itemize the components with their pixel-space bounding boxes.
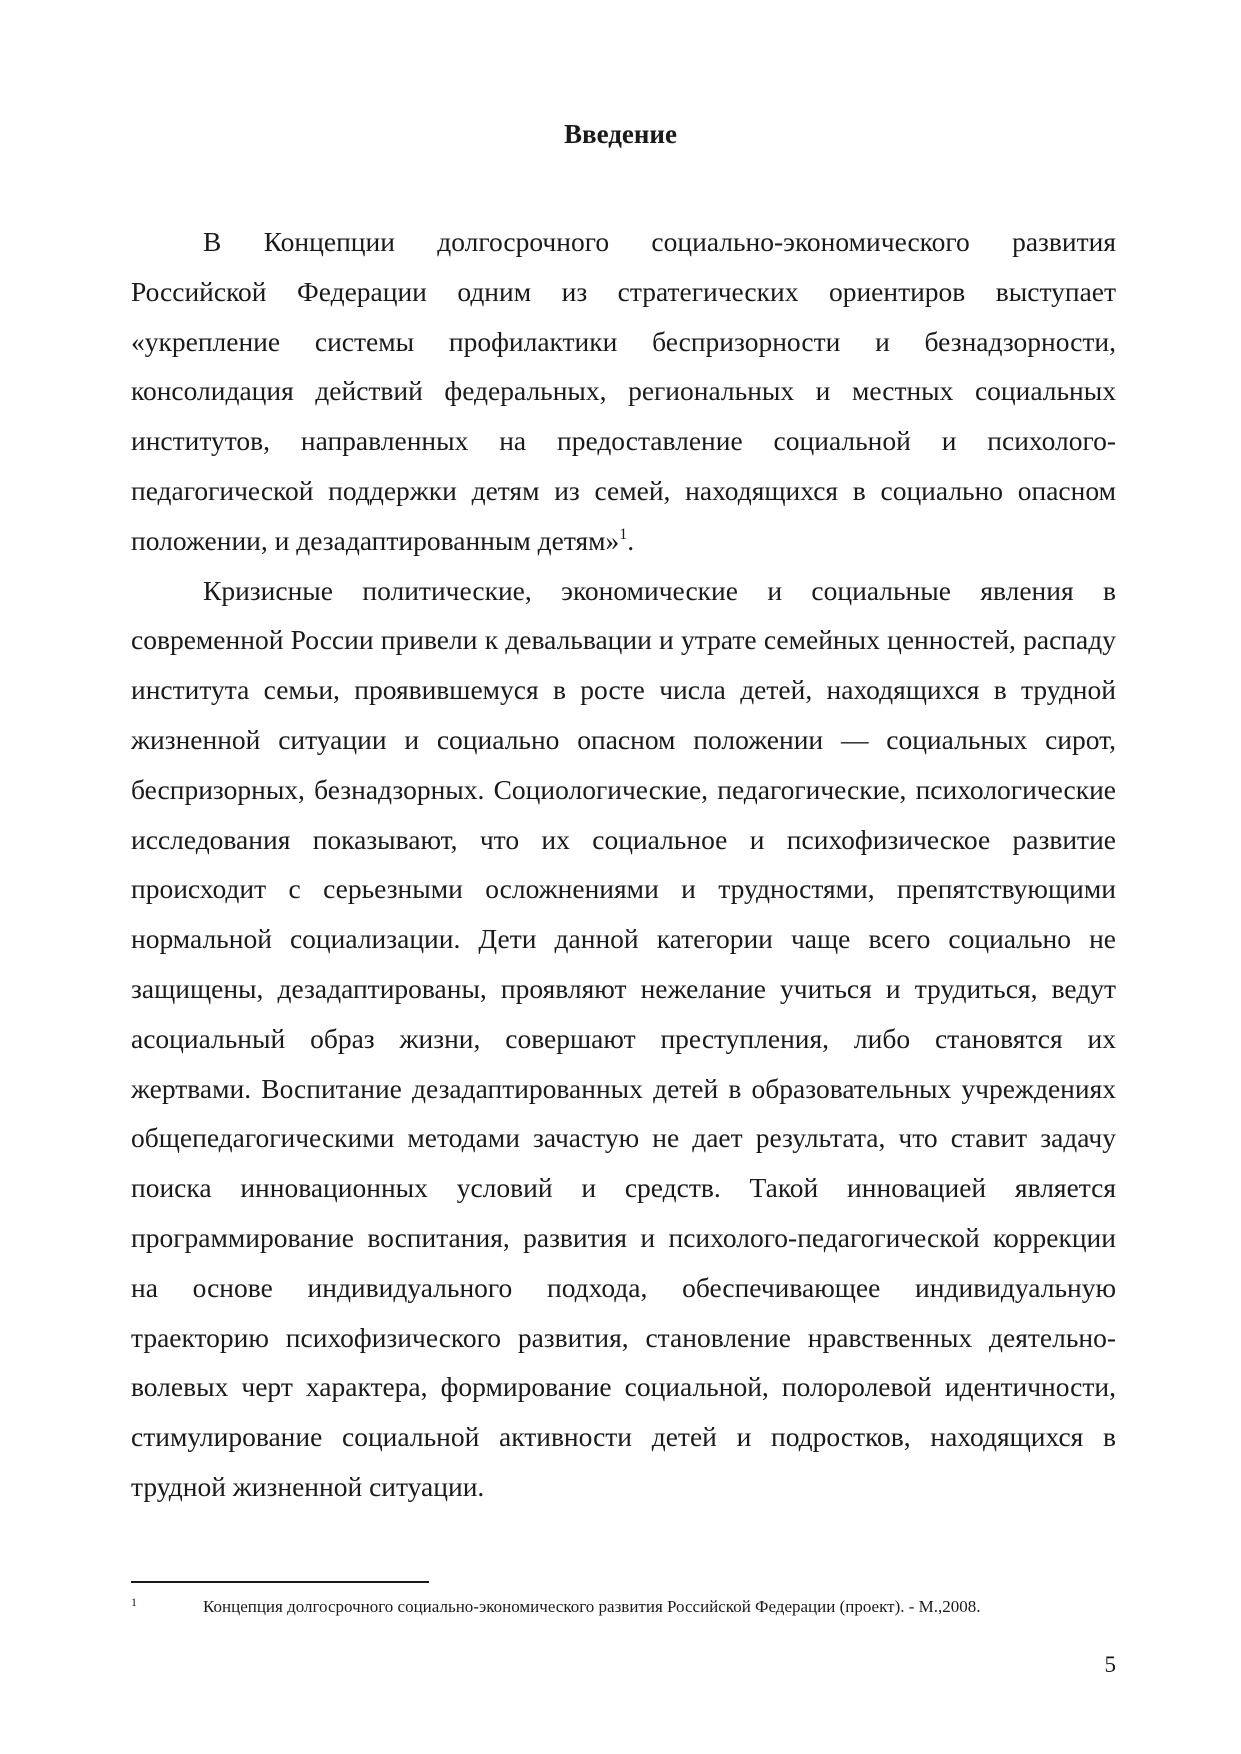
paragraph-2 [131,566,1116,1512]
footnote-separator [131,1581,429,1583]
footnote: 1 Концепция долгосрочного социально-экономического развития Российской Федерации (проект). - М.,2008. [131,1595,981,1616]
footnote-reference[interactable]: 1 [619,525,628,543]
footnote-text: Концепция долгосрочного социально-экономического развития Российской Федерации (проект). - М.,2008. [203,1597,981,1616]
paragraph-1-text: В Концепции долгосрочного социально-экономического развития Российской Федерации одним из стратегических ориентиров выступает «укрепление системы профилактики беспризорности и безнадзорности, консолидация действий федеральных, региональных и местных социальных институтов, направленных на предоставление социальной и психолого-педагогической поддержки детям из семей, находящихся в социально опасном положении, и дезадаптированным детям» [131,226,1116,556]
paragraph-1-tail: . [627,524,635,556]
body-text [131,217,1116,1512]
paragraph-1 [131,217,1116,566]
paragraph-2-text: Кризисные политические, экономические и социальные явления в современной России привели к девальвации и утрате семейных ценностей, распаду института семьи, проявившемуся в росте числа детей, находящихся в трудной жизненной ситуации и социально опасном положении — социальных сирот, беспризорных, безнадзорных. Социологические, педагогические, психологические исследования показывают, что их социальное и психофизическое развитие происходит с серьезными осложнениями и трудностями, препятствующими нормальной социализации. Дети данной категории чаще всего социально не защищены, дезадаптированы, проявляют нежелание учиться и трудиться, ведут асоциальный образ жизни, совершают преступления, либо становятся их жертвами. Воспитание дезадаптированных детей в образовательных учреждениях общепедагогическими методами зачастую не дает результата, что ставит задачу поиска инновационных условий и средств. Такой инновацией является программирование воспитания, развития и психолого-педагогической коррекции на основе индивидуального подхода, обеспечивающее индивидуальную траекторию психофизического развития, становление нравственных деятельно-волевых черт характера, формирование социальной, полоролевой идентичности, стимулирование социальной активности детей и подростков, находящихся в трудной жизненной ситуации. [131,574,1116,1502]
page-title: Введение [564,119,677,149]
page-number: 5 [1104,1652,1116,1677]
